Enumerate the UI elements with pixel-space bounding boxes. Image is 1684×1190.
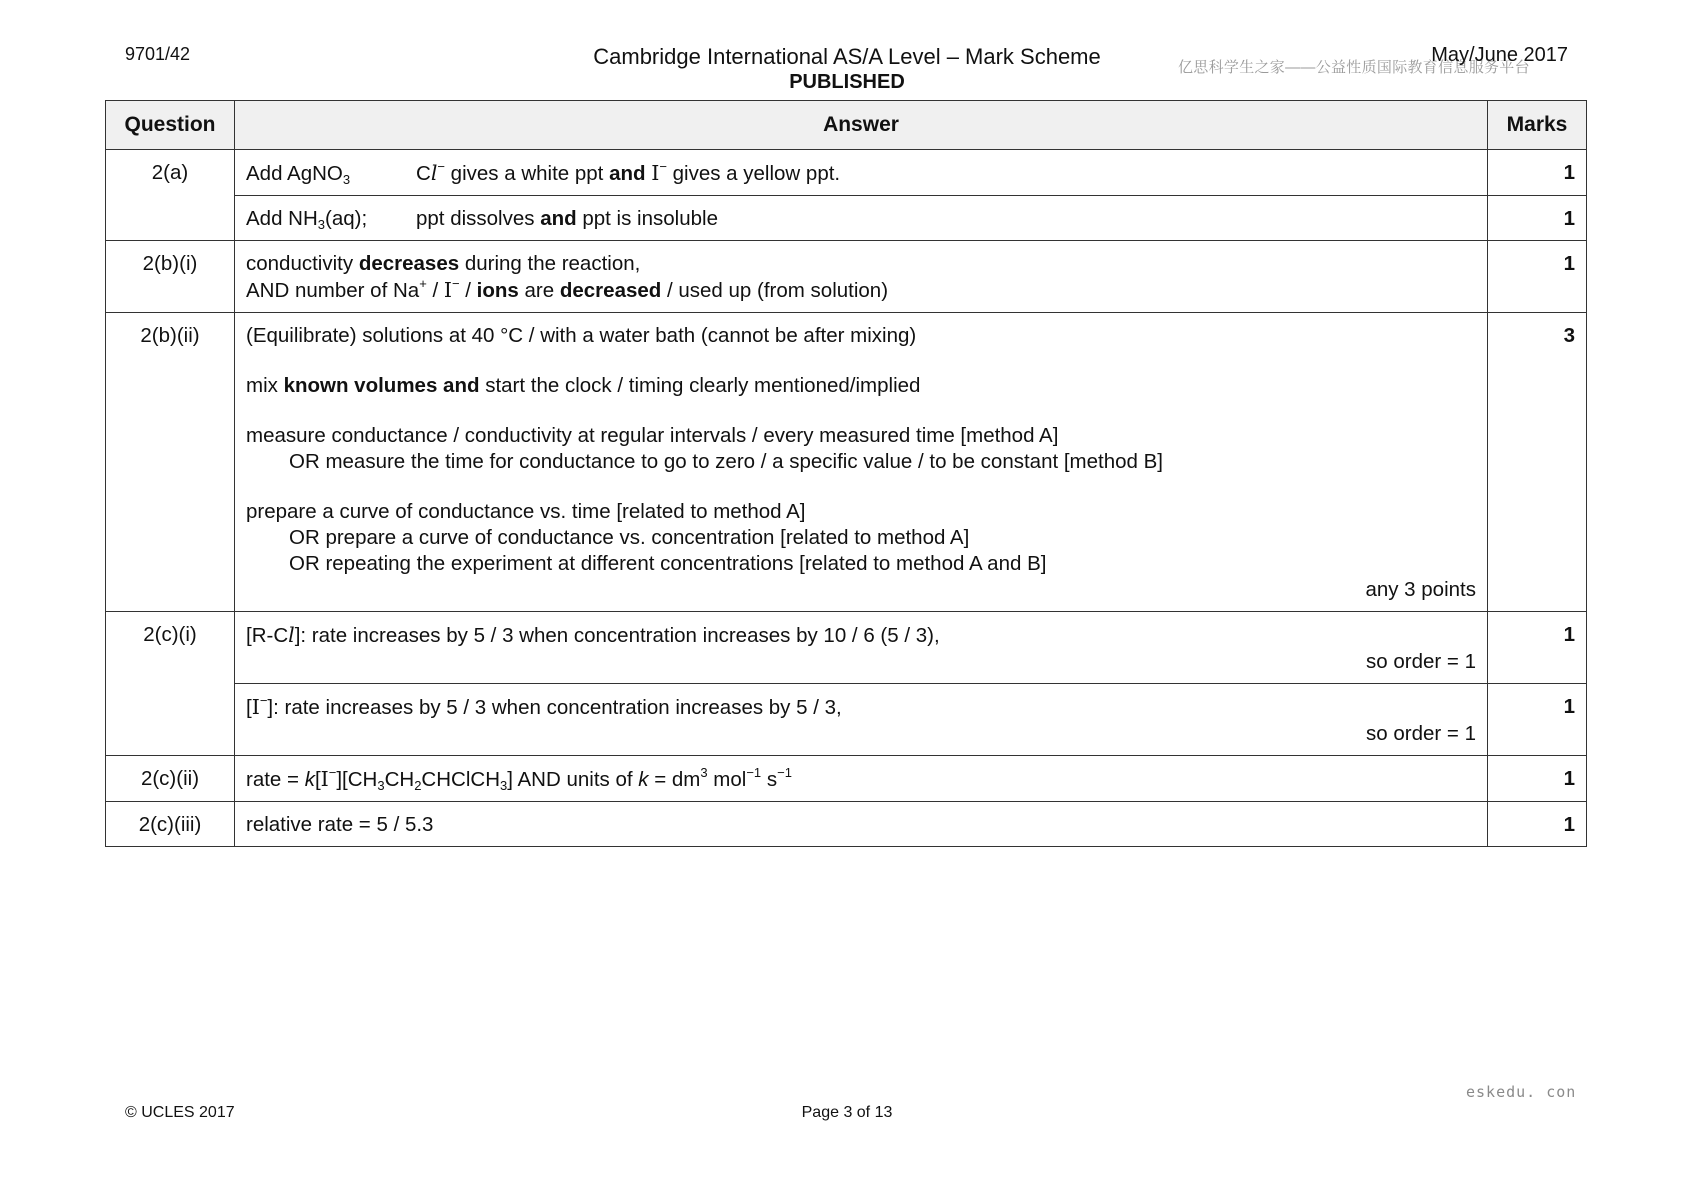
paper-code: 9701/42 xyxy=(125,44,191,64)
answer-cell: relative rate = 5 / 5.3 xyxy=(235,802,1488,847)
table-row xyxy=(106,241,1587,313)
table-row xyxy=(106,756,1587,802)
exam-session: May/June 2017 xyxy=(1431,44,1568,66)
table-row xyxy=(106,196,1587,241)
answer-line: Add $NH_3(aq)$; ppt dissolves and ppt is insoluble xyxy=(246,207,718,232)
answer-cell: rate = $k[I^-][CH_3CH_2CHClCH_3]$ AND units of $k = dm^3$ mol$^{-1}$ $s^{-1}$ xyxy=(235,756,1488,802)
watermark-text: 亿思科学生之家——公益性质国际教育信息服务平台 xyxy=(1178,59,1530,76)
question-number: 2(a) xyxy=(106,150,235,241)
question-number: 2(b)(i) xyxy=(106,241,235,313)
order-note: so order = 1 xyxy=(1366,722,1476,745)
question-number: 2(b)(ii) xyxy=(106,313,235,612)
answer-cell: (Equilibrate) solutions at 40 °C / with a water bath (cannot be after mixing) mix known volumes and start the clock / timing clearly mentioned/implied measure conductance / conductivity at regular intervals / every measured time [method A] OR measure the time for conductance to go to zero / a specific value / to be constant [method B] prepare a curve of conductance vs. time [related to method A] OR prepare a curve of conductance vs. concentration [related to method A] OR repeating the experiment at different concentrations [related to method A and B] any 3 points xyxy=(235,313,1488,612)
answer-line: Add AgNO$_3$ Cl− gives a white ppt and I− gives a yellow ppt. xyxy=(246,159,841,187)
table-row xyxy=(106,313,1587,612)
table-row xyxy=(106,802,1587,847)
marks-column-header: Marks xyxy=(1488,101,1587,150)
order-note: so order = 1 xyxy=(1366,650,1476,673)
marks-cell: 1 xyxy=(1488,802,1587,847)
question-column-header: Question xyxy=(106,101,235,150)
question-number: 2(c)(ii) xyxy=(106,756,235,802)
site-watermark: eskedu. con xyxy=(1466,1083,1577,1101)
answer-cell: [R-Cl]: rate increases by 5 / 3 when concentration increases by 10 / 6 (5 / 3), so order = 1 xyxy=(235,612,1488,684)
marks-cell: 1 xyxy=(1488,612,1587,684)
page-number: Page 3 of 13 xyxy=(801,1104,893,1121)
document-title: Cambridge International AS/A Level – Mark Scheme xyxy=(593,44,1101,69)
marks-cell: 1 xyxy=(1488,241,1587,313)
table-row xyxy=(106,684,1587,756)
marks-cell: 3 xyxy=(1488,313,1587,612)
published-label: PUBLISHED xyxy=(789,71,905,93)
question-number: 2(c)(iii) xyxy=(106,802,235,847)
marks-cell: 1 xyxy=(1488,756,1587,802)
table-row xyxy=(106,612,1587,684)
any-points-note: any 3 points xyxy=(1365,578,1476,601)
marks-cell: 1 xyxy=(1488,150,1587,196)
answer-cell: conductivity decreases during the reaction, AND number of Na+ / I− / ions are decreased / used up (from solution) xyxy=(235,241,1488,313)
answer-cell xyxy=(235,196,1488,241)
marks-cell: 1 xyxy=(1488,684,1587,756)
mark-scheme-table xyxy=(105,100,1587,847)
table-header-row xyxy=(106,101,1587,150)
answer-cell xyxy=(235,150,1488,196)
marks-cell: 1 xyxy=(1488,196,1587,241)
copyright-notice: © UCLES 2017 xyxy=(125,1104,235,1121)
answer-column-header: Answer xyxy=(235,101,1488,150)
answer-cell: [I−]: rate increases by 5 / 3 when concentration increases by 5 / 3, so order = 1 xyxy=(235,684,1488,756)
table-row xyxy=(106,150,1587,196)
question-number: 2(c)(i) xyxy=(106,612,235,756)
